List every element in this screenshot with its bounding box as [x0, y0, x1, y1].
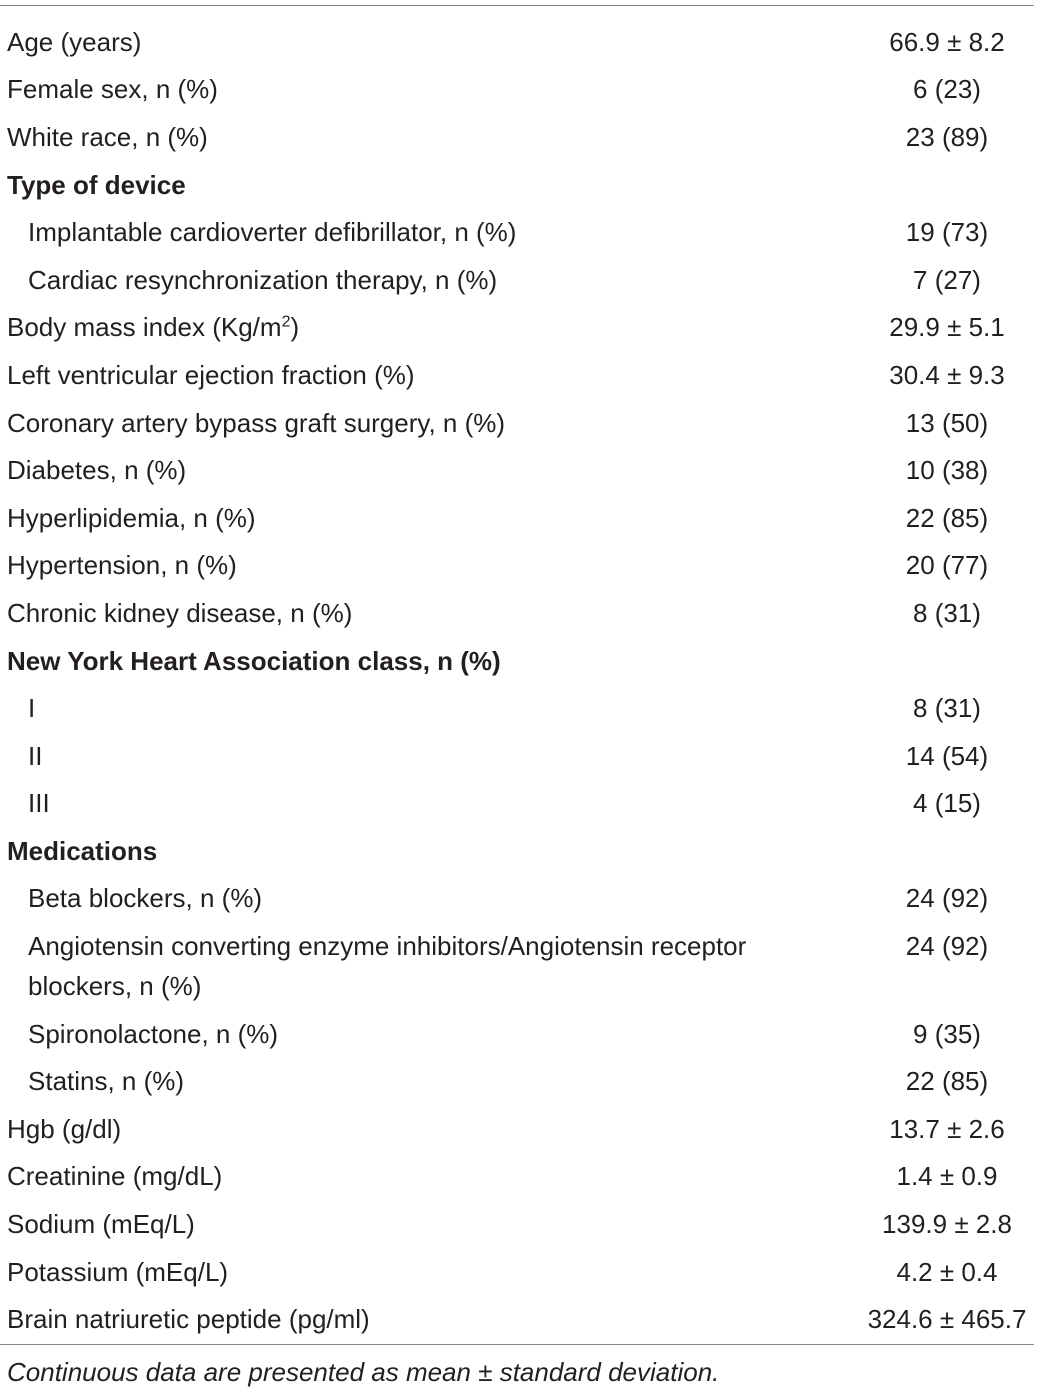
row-label: III: [28, 788, 50, 819]
row-value: 10 (38): [905, 455, 989, 486]
table-row: [0, 1057, 1040, 1105]
table-row: [0, 66, 1040, 114]
row-label: Left ventricular ejection fraction (%): [7, 359, 415, 390]
row-value: 13.7 ± 2.6: [889, 1113, 1005, 1144]
row-label: White race, n (%): [7, 121, 208, 152]
row-label-superscript: 2: [281, 313, 291, 331]
row-value: 324.6 ± 465.7: [867, 1304, 1027, 1335]
row-value: 19 (73): [905, 217, 989, 248]
section-heading: Type of device: [7, 169, 186, 200]
table-row: [0, 494, 1040, 542]
row-value: 13 (50): [905, 407, 989, 438]
table-row: [0, 1010, 1040, 1058]
row-value: [853, 637, 1040, 685]
row-value: 14 (54): [905, 740, 989, 771]
table-row: [0, 399, 1040, 447]
table-row: [0, 589, 1040, 637]
row-label: I: [28, 693, 36, 724]
bottom-rule: [0, 1344, 1034, 1345]
table-row: [0, 1105, 1040, 1153]
table-row: [0, 18, 1040, 66]
table-row: [0, 351, 1040, 399]
baseline-characteristics-table: [0, 18, 1040, 1343]
row-value: 139.9 ± 2.8: [882, 1209, 1012, 1240]
row-label: II: [28, 740, 43, 771]
row-value: 7 (27): [913, 264, 981, 295]
row-value: 22 (85): [905, 502, 989, 533]
row-value: [853, 161, 1040, 209]
table-row: [0, 446, 1040, 494]
row-value: 24 (92): [905, 931, 989, 962]
row-value: 20 (77): [905, 550, 989, 581]
row-label: Chronic kidney disease, n (%): [7, 597, 353, 628]
row-label: Sodium (mEq/L): [7, 1209, 195, 1240]
row-label-suffix: ): [290, 312, 300, 343]
row-label: Hyperlipidemia, n (%): [7, 502, 256, 533]
table-row: [0, 1153, 1040, 1201]
row-label: Diabetes, n (%): [7, 455, 187, 486]
row-label: Hgb (g/dl): [7, 1113, 122, 1144]
table-footnote: Continuous data are presented as mean ± standard deviation.: [7, 1357, 720, 1387]
table-row: [0, 113, 1040, 161]
table-row: [0, 256, 1040, 304]
row-label: Creatinine (mg/dL): [7, 1161, 223, 1192]
row-label: Potassium (mEq/L): [7, 1256, 229, 1287]
section-heading: New York Heart Association class, n (%): [7, 645, 501, 676]
table-row: [0, 1248, 1040, 1296]
row-value: 30.4 ± 9.3: [889, 359, 1005, 390]
row-value: 6 (23): [913, 74, 981, 105]
row-value: 8 (31): [913, 693, 981, 724]
table-row: [0, 208, 1040, 256]
table-row: [0, 922, 1040, 1010]
row-label: Hypertension, n (%): [7, 550, 237, 581]
section-row: [0, 637, 1040, 685]
row-value: 24 (92): [905, 883, 989, 914]
row-label: Cardiac resynchronization therapy, n (%): [28, 264, 498, 295]
table-row: [0, 875, 1040, 923]
row-label-text: Angiotensin converting enzyme inhibitors/Angiotensin receptor blockers, n (%): [28, 931, 747, 1002]
row-value: 66.9 ± 8.2: [889, 26, 1005, 57]
row-label: [0, 304, 853, 352]
row-value: [853, 827, 1040, 875]
row-value: 4 (15): [913, 788, 981, 819]
table-row: [0, 1200, 1040, 1248]
row-label: Age (years): [7, 26, 142, 57]
row-label: Statins, n (%): [28, 1066, 185, 1097]
section-row: [0, 827, 1040, 875]
row-value: 23 (89): [905, 121, 989, 152]
row-label: Female sex, n (%): [7, 74, 218, 105]
table-row: [0, 1295, 1040, 1343]
row-label: [0, 922, 853, 1010]
section-row: [0, 161, 1040, 209]
table-row: [0, 304, 1040, 352]
row-label: Implantable cardioverter defibrillator, n (%): [28, 217, 517, 248]
row-value: 4.2 ± 0.4: [896, 1256, 998, 1287]
top-rule: [0, 5, 1034, 6]
table-row: [0, 780, 1040, 828]
row-label: Beta blockers, n (%): [28, 883, 263, 914]
table-row: [0, 684, 1040, 732]
row-value: 22 (85): [905, 1066, 989, 1097]
table-row: [0, 542, 1040, 590]
row-label: Brain natriuretic peptide (pg/ml): [7, 1304, 370, 1335]
row-label-text: Body mass index (Kg/m: [7, 312, 282, 343]
row-label: Spironolactone, n (%): [28, 1018, 279, 1049]
row-value: 9 (35): [913, 1018, 981, 1049]
section-heading: Medications: [7, 835, 158, 866]
row-value: 1.4 ± 0.9: [896, 1161, 998, 1192]
row-label: Coronary artery bypass graft surgery, n (%): [7, 407, 506, 438]
row-value: 8 (31): [913, 597, 981, 628]
row-value: 29.9 ± 5.1: [889, 312, 1005, 343]
table-row: [0, 732, 1040, 780]
